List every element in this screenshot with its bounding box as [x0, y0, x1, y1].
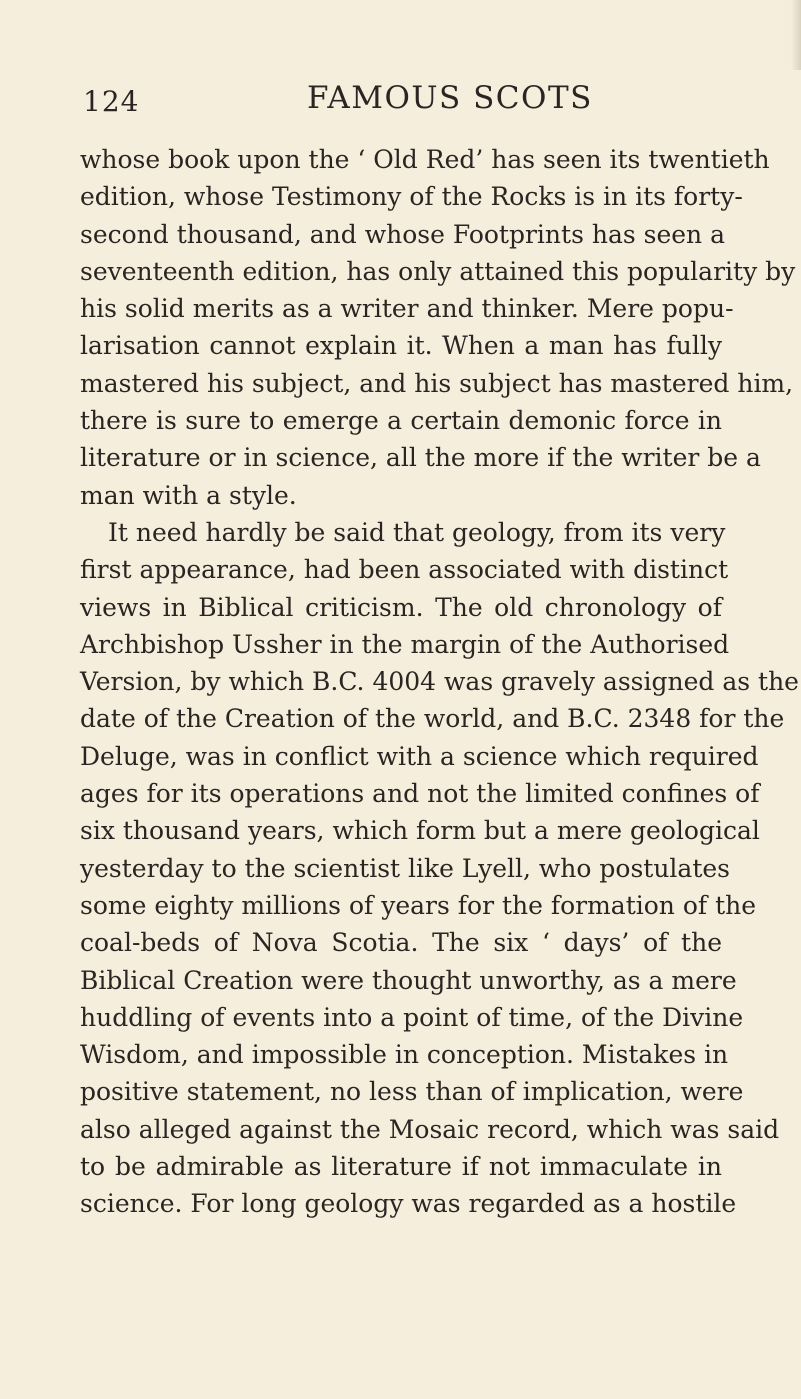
text-line: views in Biblical criticism. The old chronology of: [80, 592, 722, 622]
text-line: six thousand years, which form but a mere geological: [80, 816, 760, 846]
text-line: positive statement, no less than of implication, were: [80, 1077, 744, 1107]
text-line: Deluge, was in conflict with a science which required: [80, 741, 759, 771]
running-head: FAMOUS SCOTS: [307, 80, 593, 116]
text-line: whose book upon the ‘ Old Red’ has seen its twentieth: [80, 145, 770, 174]
text-line: Version, by which B.C. 4004 was gravely assigned as the: [80, 667, 799, 697]
page-header: [0, 80, 801, 120]
text-line: his solid merits as a writer and thinker. Mere popu-: [80, 294, 734, 324]
text-line: there is sure to emerge a certain demonic force in: [80, 406, 722, 436]
text-line: It need hardly be said that geology, from its very: [108, 517, 726, 547]
text-line: second thousand, and whose Footprints has seen a: [80, 219, 725, 249]
text-line: date of the Creation of the world, and B.C. 2348 for the: [80, 704, 785, 734]
text-line: first appearance, had been associated with distinct: [80, 555, 729, 585]
text-line: literature or in science, all the more if the writer be a: [80, 443, 761, 473]
text-line: mastered his subject, and his subject has mastered him,: [80, 368, 794, 398]
text-line: huddling of events into a point of time, of the Divine: [80, 1002, 744, 1032]
text-line: coal-beds of Nova Scotia. The six ‘ days’ of the: [80, 928, 722, 958]
text-line: some eighty millions of years for the formation of the: [80, 890, 757, 920]
text-line: Wisdom, and impossible in conception. Mistakes in: [80, 1040, 729, 1070]
text-line: to be admirable as literature if not immaculate in: [80, 1152, 722, 1182]
body-text: [80, 141, 799, 1223]
text-line: yesterday to the scientist like Lyell, who postulates: [80, 853, 730, 883]
page-edge-shadow: [791, 0, 801, 70]
text-line: seventeenth edition, has only attained this popularity by: [80, 256, 796, 286]
text-line: ages for its operations and not the limited confines of: [80, 779, 760, 809]
text-line: Archbishop Ussher in the margin of the Authorised: [80, 629, 730, 659]
text-line: larisation cannot explain it. When a man has fully: [80, 331, 722, 361]
text-line: science. For long geology was regarded as a hostile: [80, 1189, 737, 1219]
text-line: edition, whose Testimony of the Rocks is in its forty-: [80, 182, 743, 212]
page-number: 124: [83, 85, 140, 118]
text-line: man with a style.: [80, 480, 297, 510]
text-line: also alleged against the Mosaic record, which was said: [80, 1114, 780, 1144]
text-line: Biblical Creation were thought unworthy, as a mere: [80, 965, 737, 995]
